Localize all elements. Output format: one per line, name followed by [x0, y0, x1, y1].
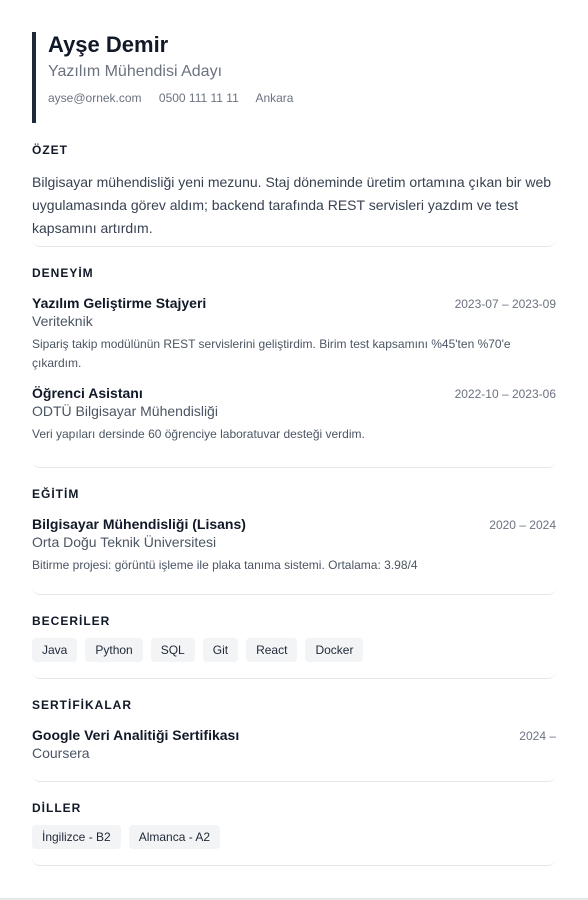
experience-dates: 2022-10 – 2023-06 [454, 387, 556, 401]
experience-item [32, 295, 556, 373]
skill-chip: Java [32, 638, 77, 662]
certificates-heading: SERTİFİKALAR [32, 698, 132, 712]
education-item [32, 516, 556, 575]
certificate-dates: 2024 – [519, 729, 556, 743]
summary-section [32, 143, 556, 247]
education-dates: 2020 – 2024 [489, 518, 556, 532]
experience-heading: DENEYİM [32, 266, 94, 280]
skill-chip: Python [85, 638, 142, 662]
experience-desc: Sipariş takip modülünün REST servislerini geliştirdim. Birim test kapsamını %45'ten %70'e çıkardım. [32, 337, 511, 370]
language-chip: İngilizce - B2 [32, 825, 121, 849]
person-name: Ayşe Demir [48, 32, 169, 57]
summary-text: Bilgisayar mühendisliği yeni mezunu. Staj döneminde üretim ortamına çıkan bir web uygulamasında görev aldım; backend tarafında REST servisleri yazdım ve test kapsamını artırdım. [32, 174, 552, 236]
experience-dates: 2023-07 – 2023-09 [454, 297, 556, 311]
certificate-issuer: Coursera [32, 745, 90, 761]
skill-chip: SQL [151, 638, 195, 662]
skills-heading: BECERİLER [32, 614, 111, 628]
experience-org: ODTÜ Bilgisayar Mühendisliği [32, 403, 218, 419]
education-degree: Bilgisayar Mühendisliği (Lisans) [32, 516, 246, 532]
resume [32, 32, 556, 866]
certificates-section [32, 698, 556, 782]
resume-header [32, 32, 556, 123]
languages-list [32, 825, 556, 849]
certificate-item [32, 727, 556, 761]
skill-chip: Git [203, 638, 238, 662]
language-chip: Almanca - A2 [129, 825, 220, 849]
experience-desc: Veri yapıları dersinde 60 öğrenciye laboratuvar desteği verdim. [32, 427, 365, 441]
languages-section [32, 801, 556, 866]
experience-item [32, 385, 556, 444]
education-school: Orta Doğu Teknik Üniversitesi [32, 534, 217, 550]
summary-heading: ÖZET [32, 143, 68, 157]
skills-section [32, 614, 556, 679]
contact-info [48, 91, 556, 105]
education-desc: Bitirme projesi: görüntü işleme ile plaka tanıma sistemi. Ortalama: 3.98/4 [32, 558, 418, 572]
languages-heading: DİLLER [32, 801, 82, 815]
certificate-name: Google Veri Analitiği Sertifikası [32, 727, 240, 743]
city: Ankara [255, 91, 294, 105]
email: ayse@ornek.com [48, 91, 142, 105]
experience-org: Veriteknik [32, 313, 93, 329]
skill-chip: React [246, 638, 297, 662]
skills-list [32, 638, 556, 662]
education-section [32, 487, 556, 595]
phone: 0500 111 11 11 [158, 91, 239, 105]
skill-chip: Docker [305, 638, 363, 662]
experience-role: Yazılım Geliştirme Stajyeri [32, 295, 207, 311]
job-title: Yazılım Mühendisi Adayı [48, 63, 223, 80]
education-heading: EĞİTİM [32, 487, 80, 501]
experience-role: Öğrenci Asistanı [32, 385, 143, 401]
experience-section [32, 266, 556, 468]
